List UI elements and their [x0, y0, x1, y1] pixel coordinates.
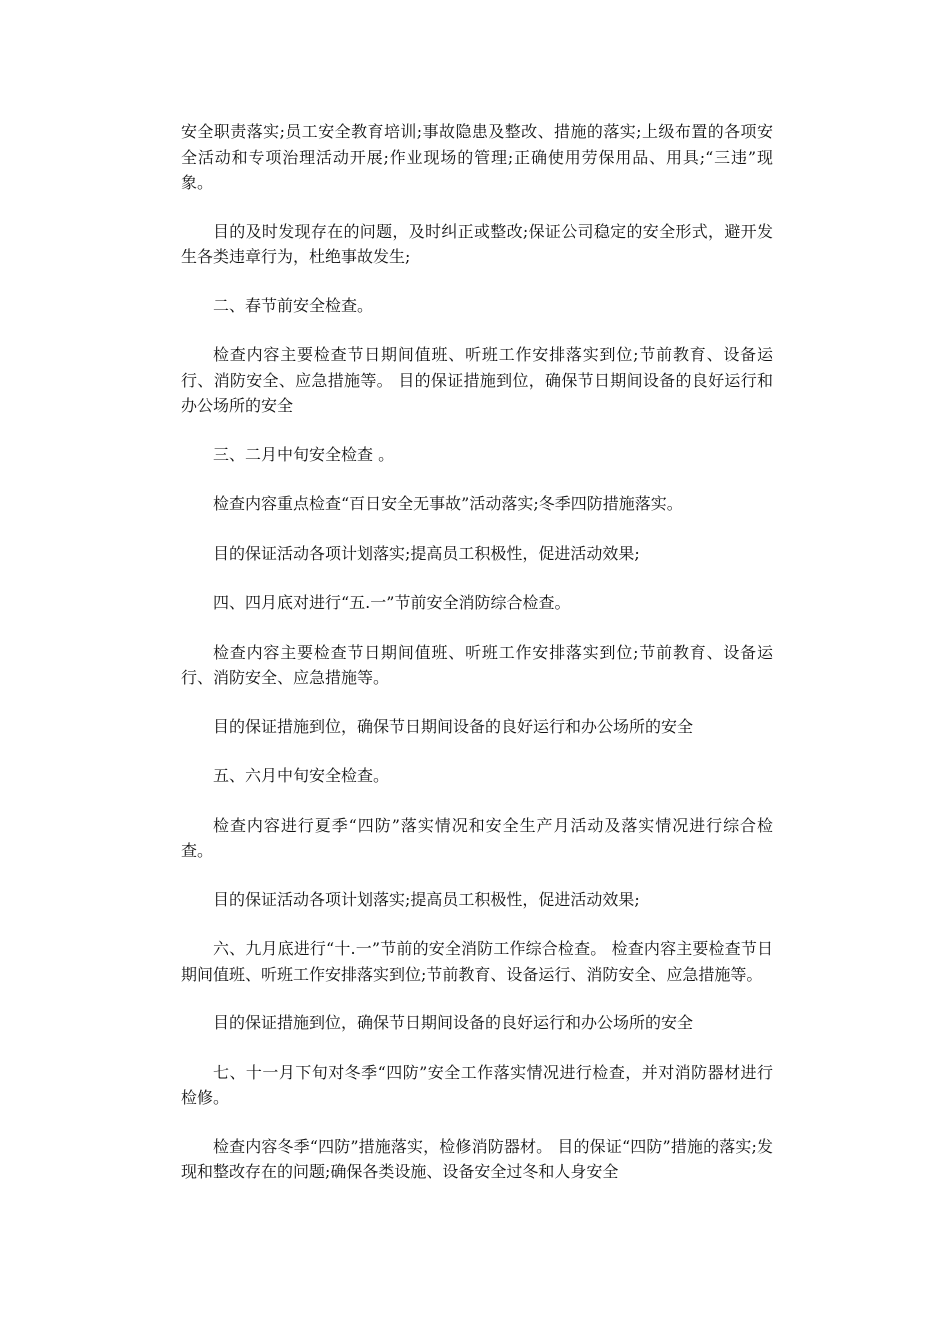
paragraph-may-day-purpose: 目的保证措施到位，确保节日期间设备的良好运行和办公场所的安全	[213, 716, 694, 736]
paragraph-june-purpose: 目的保证活动各项计划落实;提高员工积极性，促进活动效果;	[213, 889, 640, 909]
heading-february-check: 三、二月中旬安全检查 。	[213, 444, 395, 464]
paragraph-spring-festival-content: 检查内容主要检查节日期间值班、听班工作安排落实到位;节前教育、设备运行、消防安全、应急措施等。 目的保证措施到位，确保节日期间设备的良好运行和办公场所的安全	[181, 345, 773, 415]
paragraph-november-content: 检查内容冬季“四防”措施落实，检修消防器材。 目的保证“四防”措施的落实;发现和整改存在的问题;确保各类设施、设备安全过冬和人身安全	[181, 1136, 773, 1181]
paragraph-purpose-general: 目的及时发现存在的问题，及时纠正或整改;保证公司稳定的安全形式，避开发生各类违章行为，杜绝事故发生;	[181, 221, 773, 266]
heading-spring-festival-check: 二、春节前安全检查。	[213, 295, 374, 315]
heading-november-check: 七、十一月下旬对冬季“四防”安全工作落实情况进行检查，并对消防器材进行检修。	[181, 1062, 773, 1107]
paragraph-june-content: 检查内容进行夏季“四防”落实情况和安全生产月活动及落实情况进行综合检查。	[181, 815, 773, 860]
paragraph-may-day-content: 检查内容主要检查节日期间值班、听班工作安排落实到位;节前教育、设备运行、消防安全、应急措施等。	[181, 642, 773, 687]
paragraph-february-content: 检查内容重点检查“百日安全无事故”活动落实;冬季四防措施落实。	[213, 494, 683, 513]
paragraph-national-day-check: 六、九月底进行“十.一”节前的安全消防工作综合检查。 检查内容主要检查节日期间值班、听班工作安排落实到位;节前教育、设备运行、消防安全、应急措施等。	[181, 939, 773, 984]
heading-may-day-check: 四、四月底对进行“五.一”节前安全消防综合检查。	[213, 593, 571, 612]
paragraph-february-purpose: 目的保证活动各项计划落实;提高员工积极性，促进活动效果;	[213, 543, 640, 563]
document-body	[181, 119, 773, 1185]
paragraph-safety-responsibilities: 安全职责落实;员工安全教育培训;事故隐患及整改、措施的落实;上级布置的各项安全活动和专项治理活动开展;作业现场的管理;正确使用劳保用品、用具;“三违”现象。	[181, 122, 773, 192]
paragraph-national-day-purpose: 目的保证措施到位，确保节日期间设备的良好运行和办公场所的安全	[213, 1013, 694, 1032]
heading-june-check: 五、六月中旬安全检查。	[213, 766, 390, 785]
